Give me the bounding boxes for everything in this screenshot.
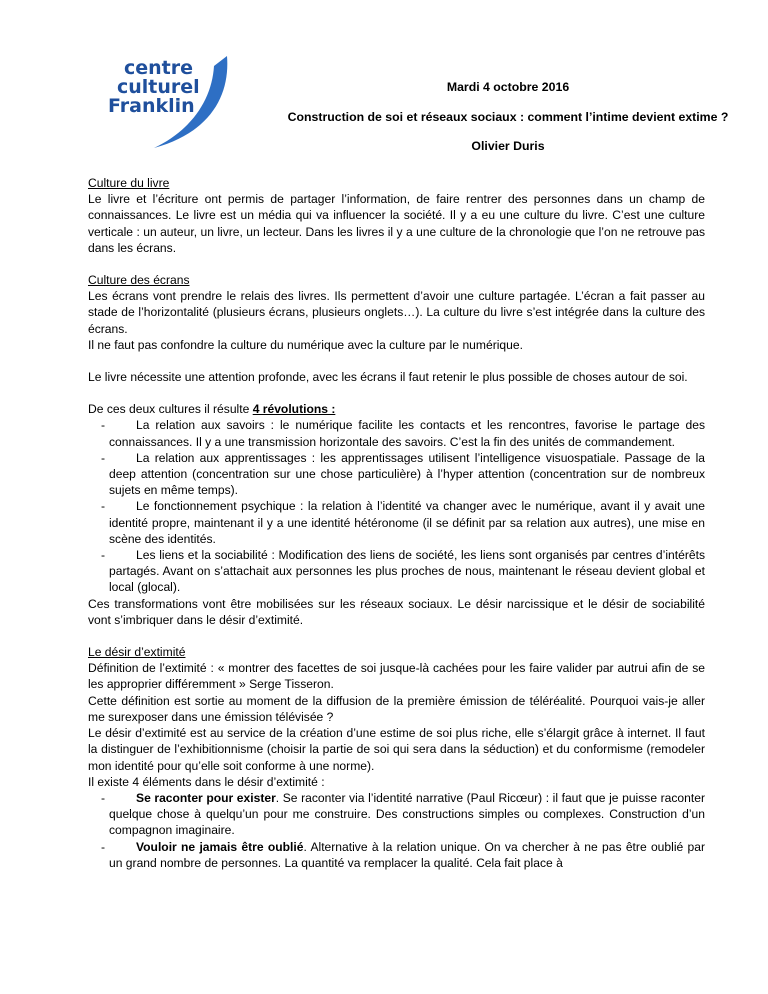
document-body (88, 175, 705, 871)
section-heading: Culture des écrans (88, 273, 190, 288)
paragraph-attention: Le livre nécessite une attention profonde, avec les écrans il faut retenir le plus possible de choses autour de soi. (88, 370, 688, 385)
section-revolutions (88, 401, 705, 628)
paragraph: Il ne faut pas confondre la culture du numérique avec la culture par le numérique. (88, 337, 523, 352)
paragraph: Définition de l’extimité : « montrer des facettes de soi jusque-là cachées pour les faire valider par autrui afin de se les approprier différemment » Serge Tisseron. (88, 661, 705, 692)
dash-bullet: - (101, 418, 106, 433)
dash-bullet: - (101, 839, 106, 854)
list-item: - Se raconter pour exister. Se raconter via l’identité narrative (Paul Ricœur) : il faut que je puisse raconter quelque chose à quelqu’un pour me construire. Des constructions simples ou complexes. Construction d’un compagnon imaginaire. (101, 790, 705, 838)
logo-line-2: culturel (117, 76, 200, 98)
paragraph: Le désir d’extimité est au service de la création d’une estime de soi plus riche, elle s’élargit grâce à internet. Il faut la distinguer de l’exhibitionnisme (choisir la partie de soi qui sera dans la séduction) et du conformisme (remodeler mon identité pour qu’elle soit conforme à une norme). (88, 726, 705, 773)
dash-bullet: - (101, 450, 106, 465)
extimite-list (88, 790, 705, 871)
paragraph: Cette définition est sortie au moment de la diffusion de la première émission de téléréalité. Pourquoi vais-je aller me surexposer dans une émission télévisée ? (88, 693, 705, 724)
dash-bullet: - (101, 548, 106, 563)
section-desir-extimite (88, 644, 705, 871)
section-heading: Culture du livre (88, 176, 170, 190)
list-item: - La relation aux apprentissages : les apprentissages utilisent l’intelligence visuospatiale. Passage de la deep attention (concentration sur une chose particulière) à l’hyper attention (concentration sur de nombreux sujets en même temps). (101, 450, 705, 498)
list-item: - Le fonctionnement psychique : la relation à l’identité va changer avec le numérique, avant il y avait une identité propre, maintenant il y a une identité hétéronome (il se définit par sa relation aux autres), une mise en scène des identités. (101, 499, 705, 546)
paragraph: Il existe 4 éléments dans le désir d’extimité : (88, 774, 325, 789)
revolutions-emphasis: 4 révolutions : (252, 402, 336, 417)
section-culture-des-ecrans (88, 272, 705, 353)
author-name: Olivier Duris (471, 139, 545, 153)
paragraph: Les écrans vont prendre le relais des livres. Ils permettent d’avoir une culture partagée. L’écran a fait passer au stade de l’horizontalité (plusieurs écrans, plusieurs onglets…). La culture du livre s’est intégrée dans la culture des écrans. (88, 289, 705, 336)
revolutions-intro: De ces deux cultures il résulte 4 révolutions : (88, 402, 336, 417)
section-heading: Le désir d’extimité (88, 645, 186, 660)
logo-line-3: Franklin (108, 95, 195, 117)
document-title: Construction de soi et réseaux sociaux : comment l’intime devient extime ? (287, 110, 729, 124)
list-item: - La relation aux savoirs : le numérique facilite les contacts et les rencontres, favorise le partage des connaissances. Il y a une transmission horizontale des savoirs. C’est la fin des unités de commandement. (101, 418, 705, 449)
revolutions-list (88, 417, 705, 595)
date-heading: Mardi 4 octobre 2016 (446, 80, 570, 94)
revolutions-conclusion: Ces transformations vont être mobilisées sur les réseaux sociaux. Le désir narcissique et le désir de sociabilité vont s’imbriquer dans le désir d’extimité. (88, 596, 705, 627)
list-item: - Les liens et la sociabilité : Modification des liens de société, les liens sont organisés par centres d’intérêts partagés. Avant on s’attachait aux personnes les plus proches de nous, maintenant le réseau devient global et local (glocal). (101, 548, 705, 595)
list-item: - Vouloir ne jamais être oublié. Alternative à la relation unique. On va chercher à ne pas être oublié par un grand nombre de personnes. La quantité va remplacer la qualité. Cela fait place à (101, 839, 705, 870)
paragraph: Le livre et l’écriture ont permis de partager l’information, de faire rentrer des personnes dans un champ de connaissances. Le livre est un média qui va influencer la société. Il y a eu une culture du livre. C’est une culture verticale : un auteur, un livre, un lecteur. Dans les livres il y a une culture de la chronologie que l’on ne retrouve pas dans les écrans. (88, 192, 705, 255)
logo-line-1: centre (124, 57, 194, 79)
dash-bullet: - (101, 790, 106, 805)
centre-culturel-franklin-logo (62, 44, 252, 154)
dash-bullet: - (101, 499, 106, 514)
section-culture-du-livre (88, 175, 705, 256)
